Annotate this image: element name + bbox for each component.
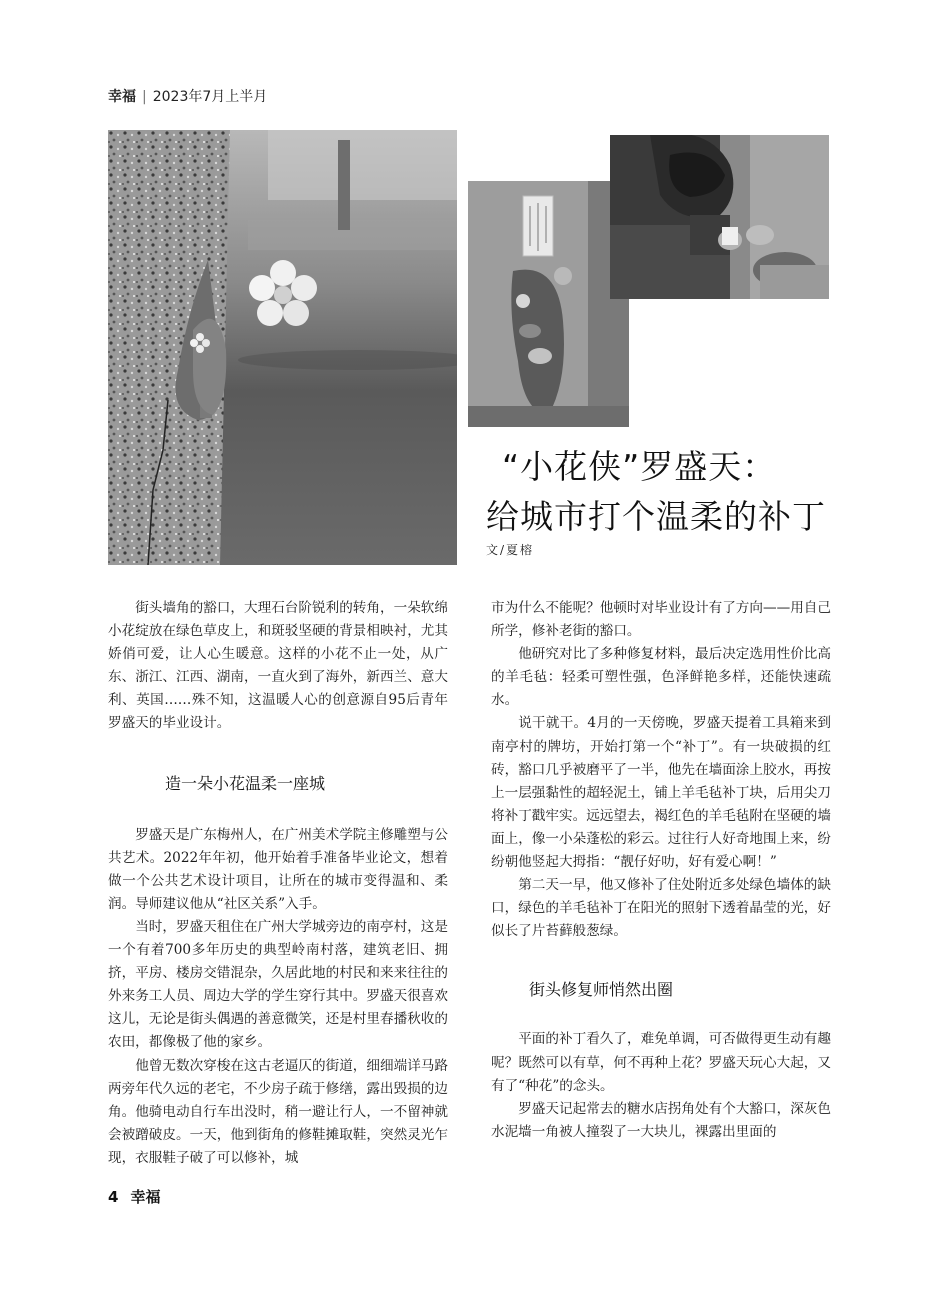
byline: 文/夏榕 <box>486 543 535 557</box>
paragraph: 平面的补丁看久了，难免单调，可否做得更生动有趣呢？既然可以有草，何不再种上花？罗盛天玩心大起，又有了“种花”的念头。 <box>491 1031 831 1094</box>
article-title <box>486 442 831 542</box>
photo-felt-flower-wall-corner <box>108 130 457 565</box>
running-header <box>108 86 267 106</box>
title-line-2: 给城市打个温柔的补丁 <box>486 497 826 536</box>
footer-magazine-name: 幸福 <box>130 1188 161 1206</box>
page-footer <box>108 1186 160 1207</box>
header-magazine-name: 幸福 <box>108 89 136 105</box>
paragraph: 罗盛天是广东梅州人，在广州美术学院主修雕塑与公共艺术。2022年年初，他开始着手准备毕业论文，想着做一个公共艺术设计项目，让所在的城市变得温和、柔润。导师建议他从“社区关系”入手。 <box>108 826 448 912</box>
paragraph: 当时，罗盛天租住在广州大学城旁边的南亭村，这是一个有着700多年历史的典型岭南村落，建筑老旧、拥挤，平房、楼房交错混杂，久居此地的村民和来来往往的外来务工人员、周边大学的学生穿行其中。罗盛天很喜欢这儿，无论是街头偶遇的善意微笑，还是村里春播秋收的农田，都像极了他的家乡。 <box>108 918 448 1051</box>
right-column <box>491 597 831 1144</box>
header-issue: 2023年7月上半月 <box>152 89 268 105</box>
photo-felt-patch-on-wall <box>468 181 629 427</box>
paragraph: 第二天一早，他又修补了住处附近多处绿色墙体的缺口，绿色的羊毛毡补丁在阳光的照射下透着晶莹的光，好似长了片苔藓般葱绿。 <box>491 877 831 940</box>
page-number: 4 <box>108 1188 119 1206</box>
paragraph: 他研究对比了多种修复材料，最后决定选用性价比高的羊毛毡：轻柔可塑性强，色泽鲜艳多样，还能快速疏水。 <box>491 646 831 709</box>
photo-artist-working <box>610 135 829 299</box>
paragraph: 说干就干。4月的一天傍晚，罗盛天提着工具箱来到南亭村的牌坊，开始打第一个“补丁”。有一块破损的红砖，豁口几乎被磨平了一半，他先在墙面涂上胶水，再按上一层强黏性的超轻泥土，铺上羊毛毡补丁块，后用尖刀将补丁戳牢实。远远望去，褐红色的羊毛毡附在坚硬的墙面上，像一小朵蓬松的彩云。过往行人好奇地围上来，纷纷朝他竖起大拇指：“靓仔好叻，好有爱心啊！” <box>491 715 831 871</box>
header-divider: | <box>142 89 147 105</box>
left-column <box>108 597 448 1170</box>
section-heading-1: 造一朵小花温柔一座城 <box>165 773 326 793</box>
title-line-1: “小花侠”罗盛天： <box>502 447 777 486</box>
paragraph: 罗盛天记起常去的糖水店拐角处有个大豁口，深灰色水泥墙一角被人撞裂了一大块儿，裸露出里面的 <box>491 1100 831 1140</box>
paragraph: 他曾无数次穿梭在这古老逼仄的街道，细细端详马路两旁年代久远的老宅，不少房子疏于修缮，露出毁损的边角。他骑电动自行车出没时，稍一避让行人，一不留神就会被蹭破皮。一天，他到街角的修鞋摊取鞋，突然灵光乍现，衣服鞋子破了可以修补，城 <box>108 1057 448 1166</box>
section-heading-2: 街头修复师悄然出圈 <box>529 980 674 1000</box>
intro-paragraph: 街头墙角的豁口，大理石台阶锐利的转角，一朵软绵小花绽放在绿色草皮上，和斑驳坚硬的背景相映衬，尤其娇俏可爱，让人心生暖意。这样的小花不止一处，从广东、浙江、江西、湖南，一直火到了海外，新西兰、意大利、英国……殊不知，这温暖人心的创意源自95后青年罗盛天的毕业设计。 <box>108 600 448 732</box>
continued-paragraph: 市为什么不能呢？他顿时对毕业设计有了方向——用自己所学，修补老街的豁口。 <box>491 600 831 640</box>
